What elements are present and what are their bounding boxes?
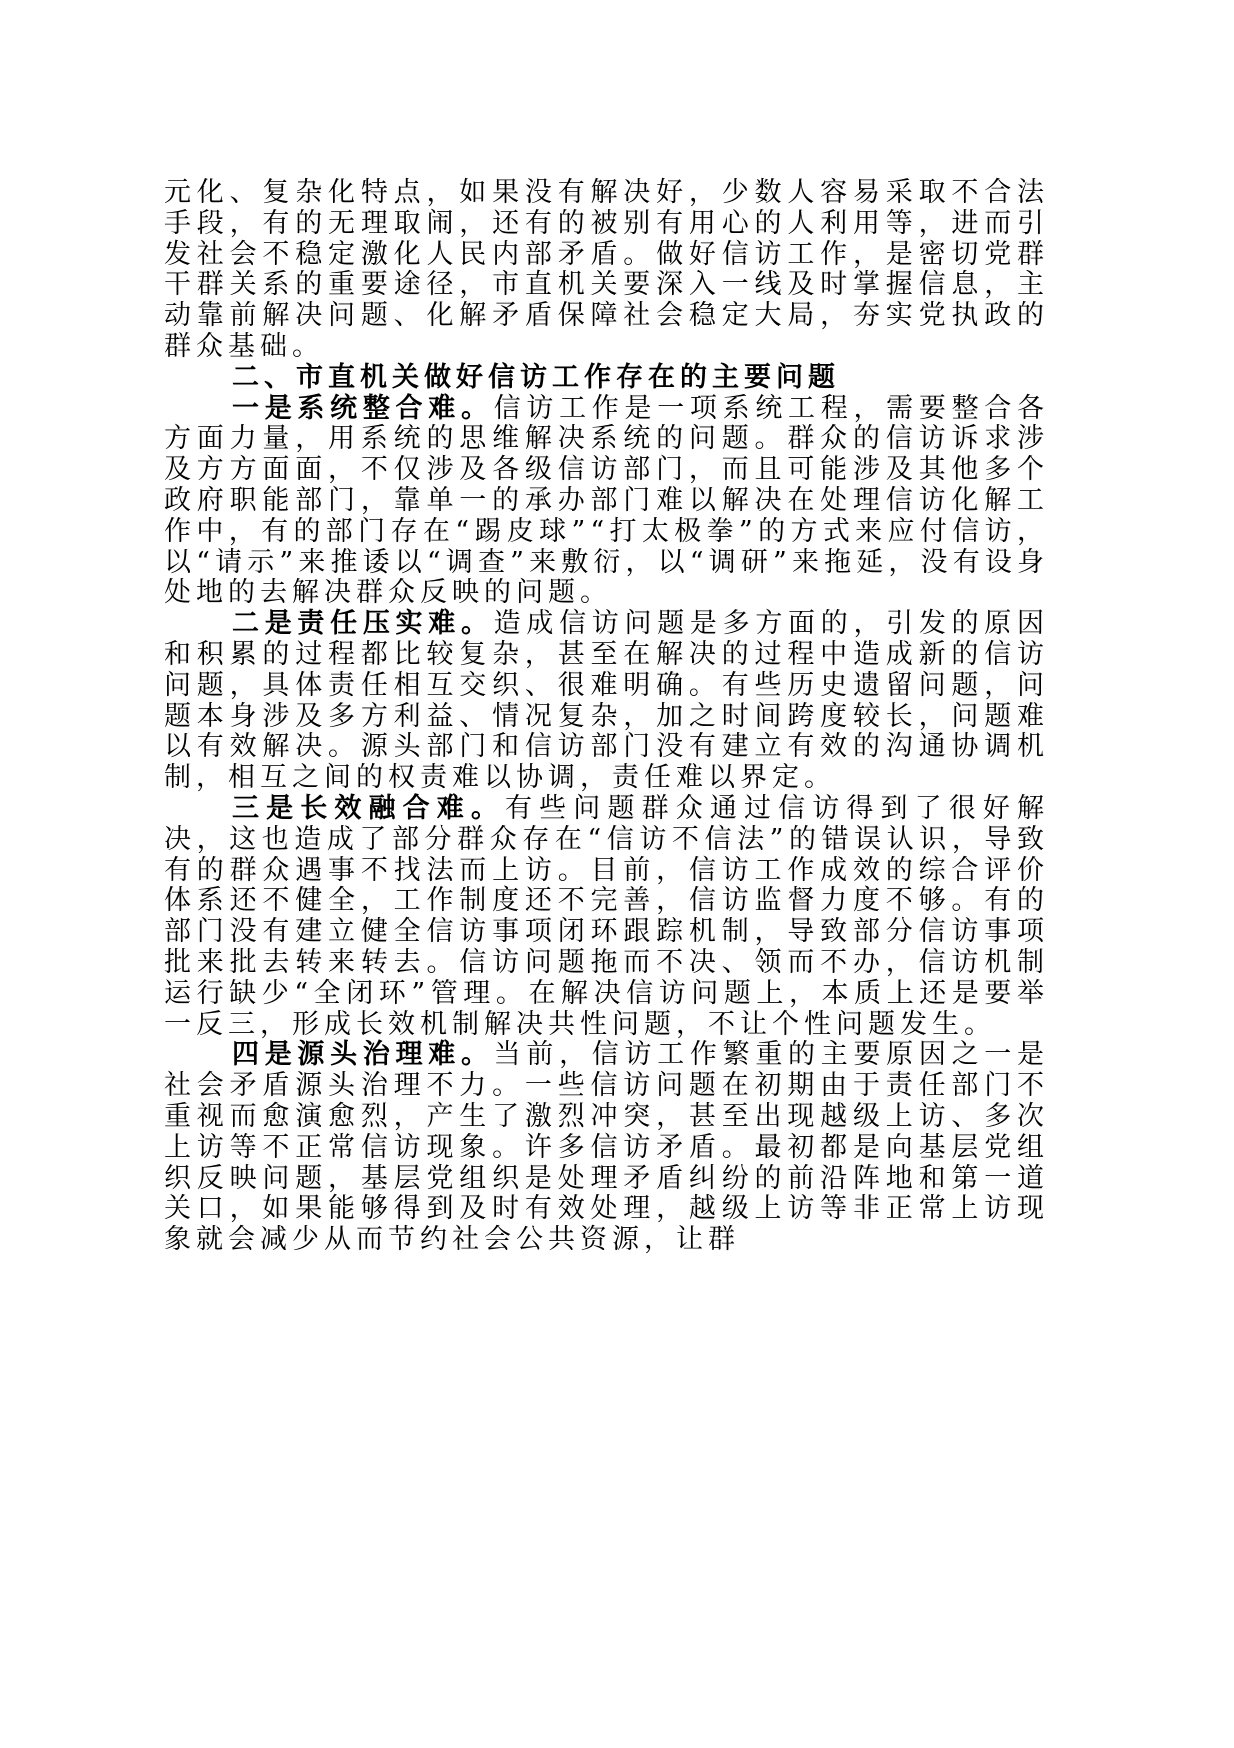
item-4-lead: 四是源头治理难。 [232,1039,494,1071]
paragraph-item-1 [164,394,1049,610]
paragraph-item-2 [164,609,1049,794]
section-heading: 二、市直机关做好信访工作存在的主要问题 [232,361,840,393]
item-3-lead: 三是长效融合难。 [232,792,506,824]
document-page [164,178,1049,1256]
item-2-body: 造成信访问题是多方面的，引发的原因和积累的过程都比较复杂，甚至在解决的过程中造成新的信访问题，具体责任相互交织、很难明确。有些历史遗留问题，问题本身涉及多方利益、情况复杂，加之时间跨度较长，问题难以有效解决。源头部门和信访部门没有建立有效的沟通协调机制，相互之间的权责难以协调，责任难以界定。 [164,608,1050,794]
item-4-body: 当前，信访工作繁重的主要原因之一是社会矛盾源头治理不力。一些信访问题在初期由于责任部门不重视而愈演愈烈，产生了激烈冲突，甚至出现越级上访、多次上访等不正常信访现象。许多信访矛盾。最初都是向基层党组织反映问题，基层党组织是处理矛盾纠纷的前沿阵地和第一道关口，如果能够得到及时有效处理，越级上访等非正常上访现象就会减少从而节约社会公共资源，让群 [164,1039,1050,1256]
paragraph-item-4 [164,1040,1049,1256]
item-1-lead: 一是系统整合难。 [232,392,494,424]
intro-paragraph: 元化、复杂化特点，如果没有解决好，少数人容易采取不合法手段，有的无理取闹，还有的被别有用心的人利用等，进而引发社会不稳定激化人民内部矛盾。做好信访工作，是密切党群干群关系的重要途径，市直机关要深入一线及时掌握信息，主动靠前解决问题、化解矛盾保障社会稳定大局，夯实党执政的群众基础。 [164,177,1049,362]
item-2-lead: 二是责任压实难。 [232,608,494,640]
paragraph-item-3 [164,794,1049,1040]
item-1-body: 信访工作是一项系统工程，需要整合各方面力量，用系统的思维解决系统的问题。群众的信访诉求涉及方方面面，不仅涉及各级信访部门，而且可能涉及其他多个政府职能部门，靠单一的承办部门难以解决在处理信访化解工作中，有的部门存在“踢皮球”“打太极拳”的方式来应付信访，以“请示”来推诿以“调查”来敷衍，以“调研”来拖延，没有设身处地的去解决群众反映的问题。 [164,392,1050,609]
item-3-body: 有些问题群众通过信访得到了很好解决，这也造成了部分群众存在“信访不信法”的错误认识，导致有的群众遇事不找法而上访。目前，信访工作成效的综合评价体系还不健全，工作制度还不完善，信访监督力度不够。有的部门没有建立健全信访事项闭环跟踪机制，导致部分信访事项批来批去转来转去。信访问题拖而不决、领而不办，信访机制运行缺少“全闭环”管理。在解决信访问题上，本质上还是要举一反三，形成长效机制解决共性问题，不让个性问题发生。 [164,792,1050,1040]
